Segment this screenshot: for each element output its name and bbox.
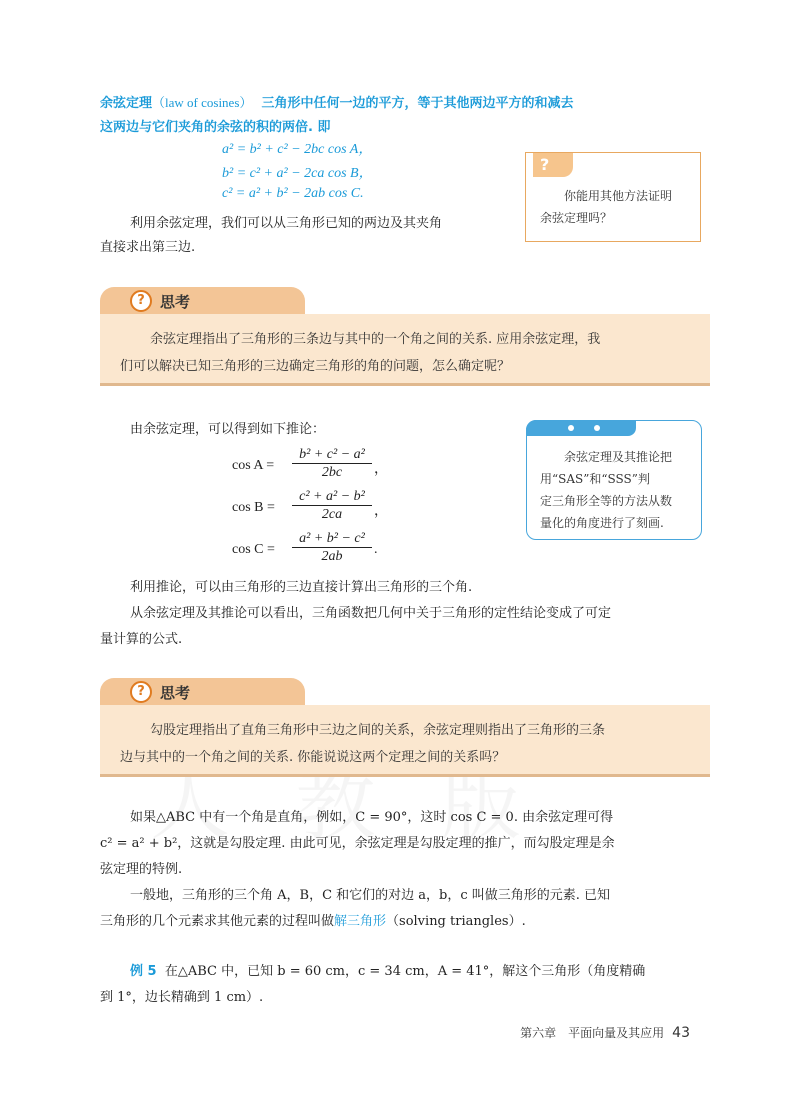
cos-a-fraction bbox=[292, 446, 372, 482]
think-1-line-1: 余弦定理指出了三角形的三条边与其中的一个角之间的关系. 应用余弦定理，我 bbox=[150, 332, 601, 347]
use-law-line-2: 直接求出第三边. bbox=[100, 240, 196, 255]
think-2-line-2: 边与其中的一个角之间的关系. 你能说说这两个定理之间的关系吗？ bbox=[120, 750, 506, 765]
think-1-question-icon: ? bbox=[130, 290, 152, 312]
cos-a-lhs: cos A = bbox=[232, 458, 275, 473]
cos-a-denominator: 2bc bbox=[321, 465, 343, 480]
solving-triangles-term: 解三角形 bbox=[334, 914, 387, 929]
question-line-1: 你能用其他方法证明 bbox=[564, 189, 673, 203]
cos-c-lhs: cos C = bbox=[232, 542, 275, 557]
think-2-question-icon: ? bbox=[130, 681, 152, 703]
cos-b-punct: ， bbox=[374, 504, 388, 519]
pythag-line-2: c² = a² + b²，这就是勾股定理. 由此可见，余弦定理是勾股定理的推广，而勾股定理是余 bbox=[100, 836, 615, 851]
chapter-title: 第六章 平面向量及其应用 bbox=[520, 1026, 665, 1040]
cos-b-fraction bbox=[292, 488, 372, 524]
question-tab bbox=[533, 153, 573, 177]
note-line-3: 定三角形全等的方法从数 bbox=[540, 494, 673, 508]
formula-c: c² = a² + b² − 2ab cos C. bbox=[222, 186, 364, 201]
note-dot-icon bbox=[594, 425, 600, 431]
think-1-title: 思考 bbox=[160, 293, 191, 311]
cos-b-denominator: 2ca bbox=[321, 507, 343, 522]
pythag-line-1: 如果△ABC 中有一个角是直角，例如，C = 90°，这时 cos C = 0. 由余弦定理可得 bbox=[130, 810, 614, 825]
cos-b-numerator: c² + a² − b² bbox=[292, 488, 372, 506]
after-corollary-line-2: 从余弦定理及其推论可以看出，三角函数把几何中关于三角形的定性结论变成了可定 bbox=[130, 606, 612, 621]
note-dot-icon bbox=[568, 425, 574, 431]
question-mark-icon: ? bbox=[540, 155, 550, 174]
pythag-line-3: 弦定理的特例. bbox=[100, 862, 183, 877]
think-2-line-1: 勾股定理指出了直角三角形中三边之间的关系，余弦定理则指出了三角形的三条 bbox=[150, 723, 606, 738]
page-number: 43 bbox=[672, 1025, 690, 1041]
page-footer bbox=[520, 1024, 690, 1041]
note-line-1: 余弦定理及其推论把 bbox=[564, 450, 673, 464]
example-5-line-2: 到 1°，边长精确到 1 cm）. bbox=[100, 990, 264, 1005]
use-law-line-1: 利用余弦定理，我们可以从三角形已知的两边及其夹角 bbox=[130, 216, 443, 231]
law-statement-2: 这两边与它们夹角的余弦的积的两倍. 即 bbox=[100, 120, 331, 135]
corollary-intro: 由余弦定理，可以得到如下推论： bbox=[130, 422, 326, 437]
law-statement-1: 三角形中任何一边的平方，等于其他两边平方的和减去 bbox=[261, 96, 574, 111]
question-sidebar-text bbox=[540, 185, 690, 229]
cos-c-numerator: a² + b² − c² bbox=[292, 530, 372, 548]
example-label: 例 5 bbox=[130, 964, 157, 979]
formula-b: b² = c² + a² − 2ca cos B， bbox=[222, 166, 373, 181]
elements-line-1: 一般地，三角形的三个角 A，B，C 和它们的对边 a，b，c 叫做三角形的元素. 已知 bbox=[130, 888, 611, 903]
after-corollary-line-1: 利用推论，可以由三角形的三边直接计算出三角形的三个角. bbox=[130, 580, 473, 595]
formula-a: a² = b² + c² − 2bc cos A， bbox=[222, 142, 373, 157]
note-line-2: 用“SAS”和“SSS”判 bbox=[540, 472, 650, 486]
example-5-text-1: 在△ABC 中，已知 b = 60 cm，c = 34 cm，A = 41°，解这个三角形（角度精确 bbox=[164, 964, 646, 979]
cos-c-fraction bbox=[292, 530, 372, 566]
elements-line-2-post: （solving triangles）. bbox=[386, 914, 526, 929]
note-tab bbox=[526, 420, 636, 436]
think-1-line-2: 们可以解决已知三角形的三边确定三角形的角的问题，怎么确定呢？ bbox=[120, 359, 511, 374]
note-line-4: 量化的角度进行了刻画. bbox=[540, 516, 664, 530]
elements-line-2-pre: 三角形的几个元素求其他元素的过程叫做 bbox=[100, 914, 335, 929]
cos-c-denominator: 2ab bbox=[321, 549, 343, 564]
note-text bbox=[540, 446, 694, 534]
elements-line-2 bbox=[100, 910, 526, 929]
law-title-line bbox=[100, 92, 573, 111]
after-corollary-line-3: 量计算的公式. bbox=[100, 632, 183, 647]
cos-c-punct: . bbox=[374, 542, 378, 557]
cos-b-lhs: cos B = bbox=[232, 500, 275, 515]
think-2-title: 思考 bbox=[160, 684, 191, 702]
cos-a-numerator: b² + c² − a² bbox=[292, 446, 372, 464]
example-5-line-1 bbox=[130, 960, 645, 979]
law-title: 余弦定理 bbox=[100, 96, 153, 111]
question-line-2: 余弦定理吗？ bbox=[540, 211, 613, 225]
law-title-en: （law of cosines） bbox=[152, 95, 253, 110]
cos-a-punct: ， bbox=[374, 462, 388, 477]
